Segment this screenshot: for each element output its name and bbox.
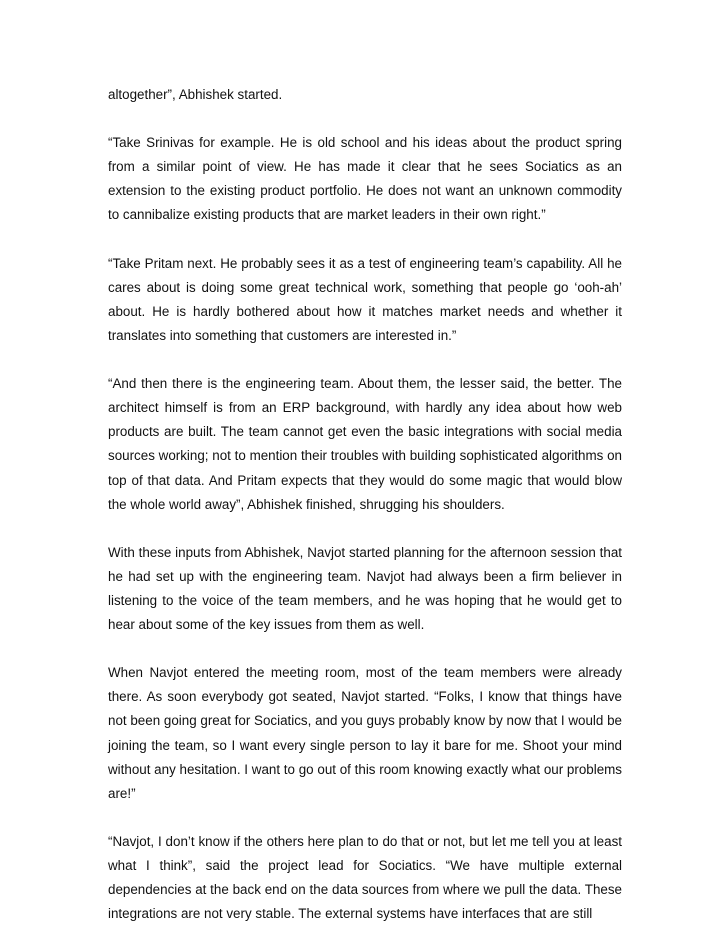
paragraph-5: With these inputs from Abhishek, Navjot started planning for the afternoon session that he had set up with the engineering team. Navjot had always been a firm believer in listening to the voice of the team members, and he was hoping that he would get to hear about some of the key issues from them as well. [108,544,622,633]
paragraph-2: “Take Srinivas for example. He is old school and his ideas about the product spring from a similar point of view. He has made it clear that he sees Sociatics as an extension to the existing product portfolio. He does not want an unknown commodity to cannibalize existing products that are market leaders in their own right.” [108,135,622,223]
paragraph-7: “Navjot, I don’t know if the others here plan to do that or not, but let me tell you at least what I think”, said the project lead for Sociatics. “We have multiple external dependencies at the back end on the data sources from where we pull the data. These integrations are not very stable. The external systems have interfaces that are still [108,833,622,922]
paragraph-4: “And then there is the engineering team. About them, the lesser said, the better. The architect himself is from an ERP background, with hardly any idea about how web products are built. The team cannot get even the basic integrations with social media sources working; not to mention their troubles with building sophisticated algorithms on top of that data. And Pritam expects that they would do some magic that would blow the whole world away”, Abhishek finished, shrugging his shoulders. [108,376,622,512]
paragraph-1: altogether”, Abhishek started. [108,87,283,102]
document-body [108,83,622,950]
paragraph-3: “Take Pritam next. He probably sees it as a test of engineering team’s capability. All he cares about is doing some great technical work, something that people go ‘ooh-ah’ about. He is hardly bothered about how it matches market needs and whether it translates into something that customers are interested in.” [108,255,622,343]
paragraph-6: When Navjot entered the meeting room, most of the team members were already there. As soon everybody got seated, Navjot started. “Folks, I know that things have not been going great for Sociatics, and you guys probably know by now that I would be joining the team, so I want every single person to lay it bare for me. Shoot your mind without any hesitation. I want to go out of this room knowing exactly what our problems are!” [108,665,622,801]
